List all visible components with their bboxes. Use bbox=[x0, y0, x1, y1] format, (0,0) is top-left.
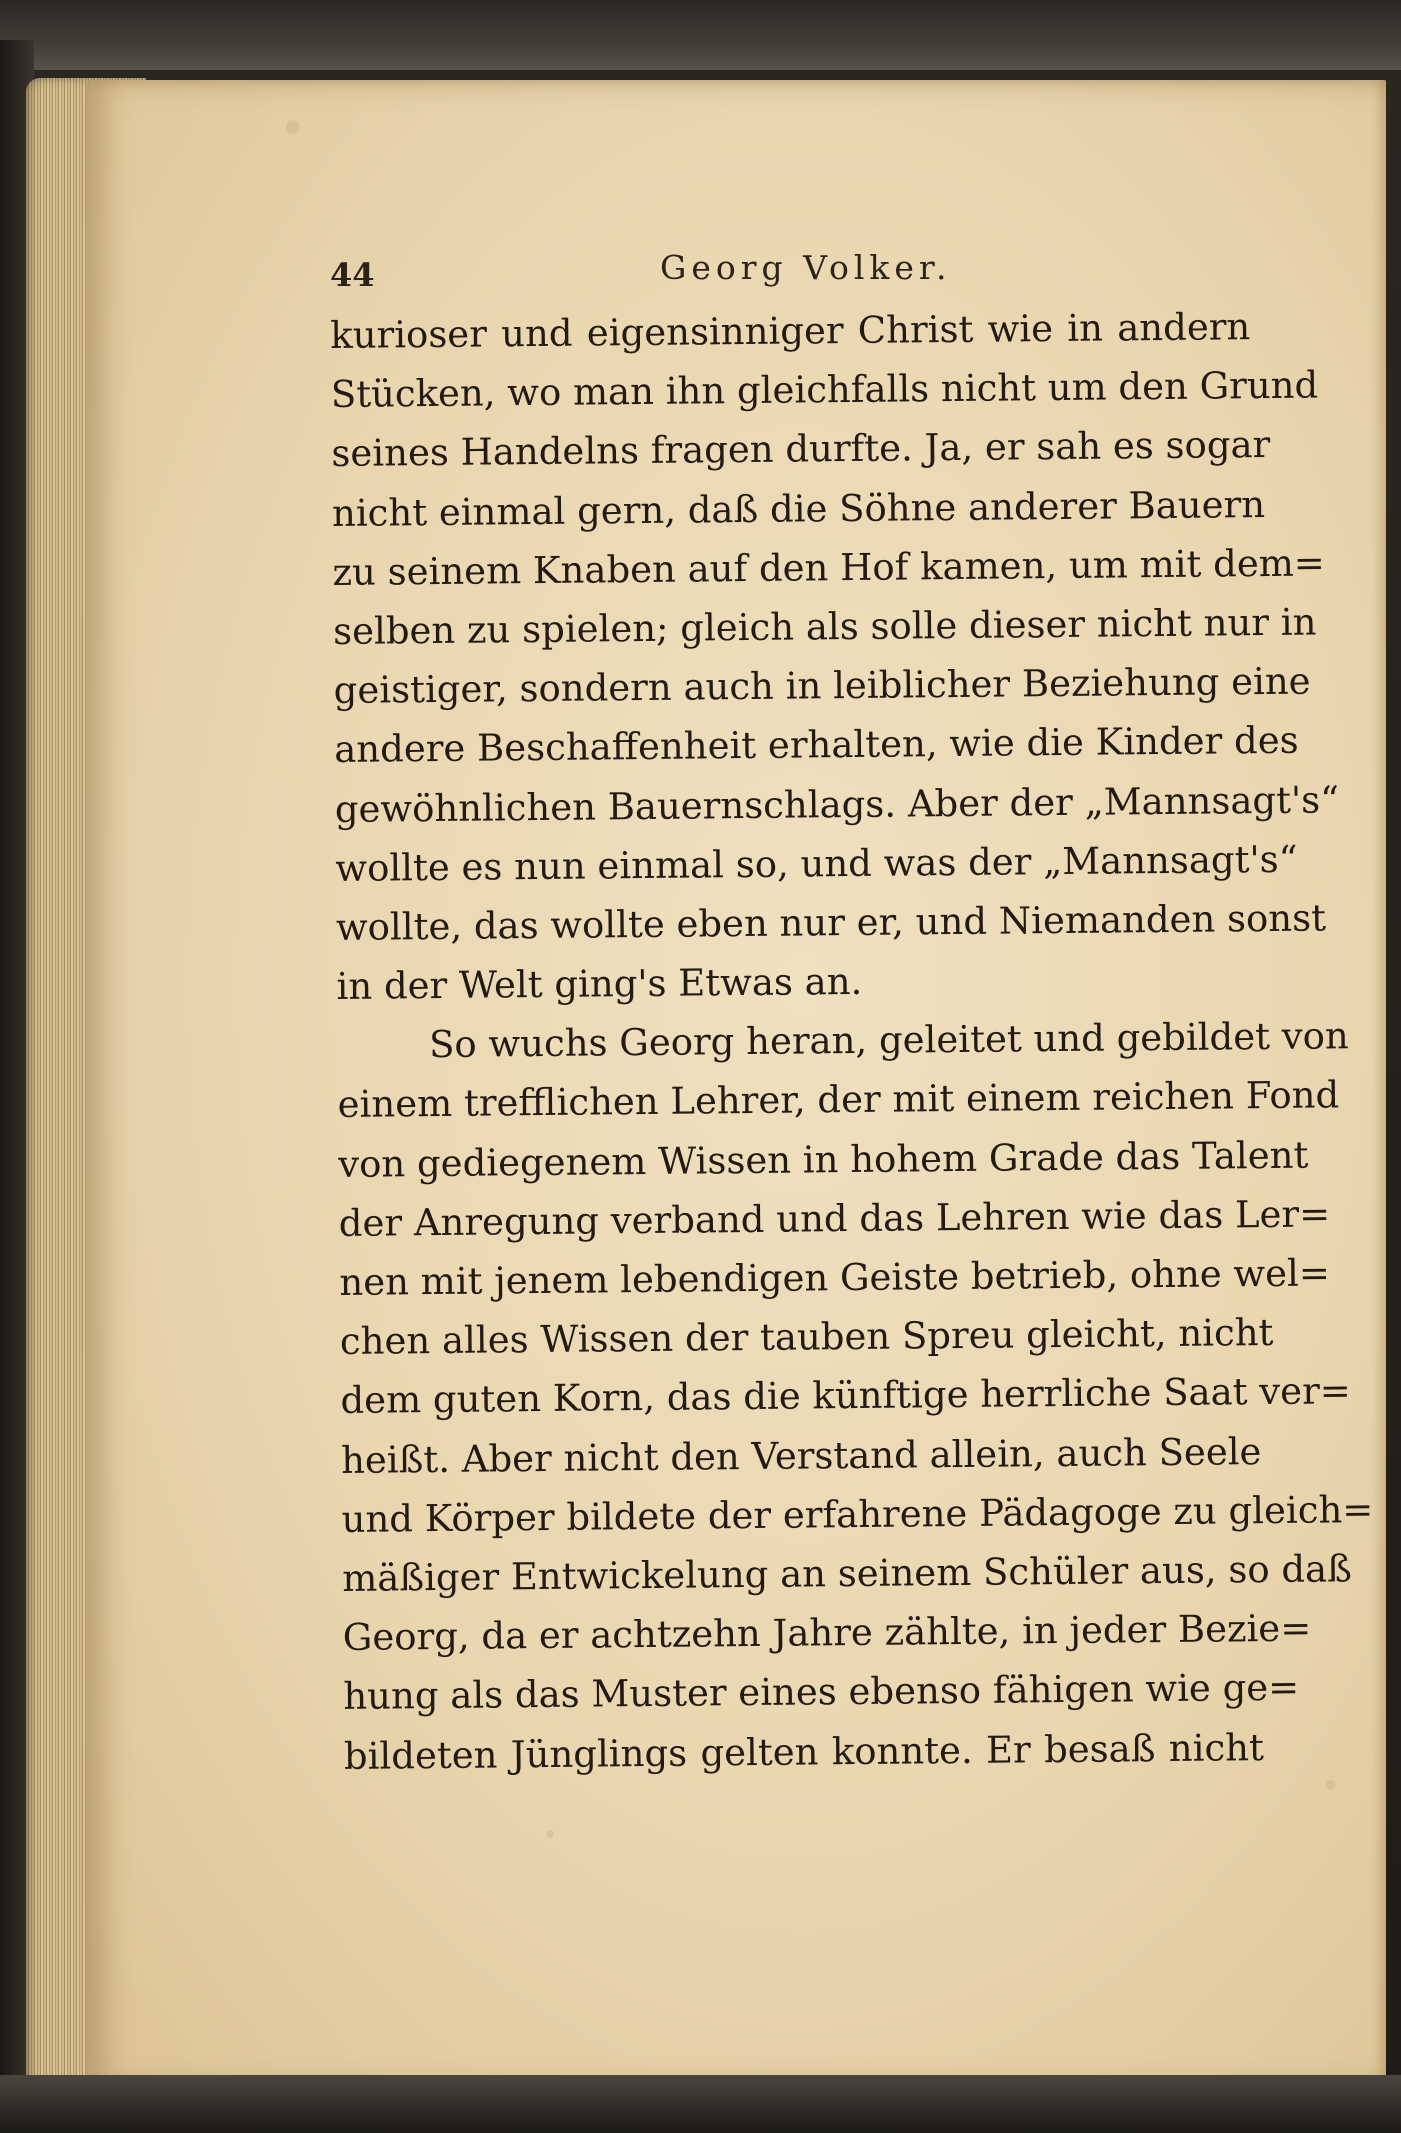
running-title: Georg Volker. bbox=[660, 248, 952, 287]
paper-stain bbox=[286, 120, 300, 134]
text-line: selben zu spielen; gleich als solle dieser nicht nur in bbox=[332, 600, 1317, 653]
text-line: nen mit jenem lebendigen Geiste betrieb, ohne wel= bbox=[339, 1251, 1331, 1304]
text-line: seines Handelns fragen durfte. Ja, er sah es sogar bbox=[331, 423, 1271, 476]
text-line: und Körper bildete der erfahrene Pädagoge zu gleich= bbox=[341, 1487, 1374, 1541]
text-line: mäßiger Entwickelung an seinem Schüler aus, so daß bbox=[342, 1547, 1353, 1600]
text-line: Georg, da er achtzehn Jahre zählte, in jeder Bezie= bbox=[342, 1606, 1312, 1660]
body-text bbox=[330, 297, 1374, 1785]
text-line: chen alles Wissen der tauben Spreu gleicht, nicht bbox=[339, 1311, 1274, 1364]
text-line: gewöhnlichen Bauernschlags. Aber der „Mannsagt's“ bbox=[334, 777, 1340, 831]
text-line: Stücken, wo man ihn gleichfalls nicht um den Grund bbox=[330, 363, 1319, 417]
text-line: zu seinem Knaben auf den Hof kamen, um mit dem= bbox=[332, 541, 1326, 594]
running-head bbox=[330, 248, 1270, 300]
text-line: in der Welt ging's Etwas an. bbox=[336, 959, 863, 1009]
text-line: andere Beschaffenheit erhalten, wie die Kinder des bbox=[334, 719, 1299, 772]
text-line: der Anregung verband und das Lehren wie das Ler= bbox=[338, 1192, 1331, 1245]
text-line: heißt. Aber nicht den Verstand allein, auch Seele bbox=[340, 1429, 1262, 1482]
text-line: kurioser und eigensinniger Christ wie in andern bbox=[330, 305, 1251, 357]
text-line: geistiger, sondern auch in leiblicher Beziehung eine bbox=[333, 659, 1311, 713]
text-line: bildeten Jünglings gelten konnte. Er besaß nicht bbox=[343, 1725, 1265, 1778]
text-line: hung als das Muster eines ebenso fähigen wie ge= bbox=[343, 1666, 1300, 1719]
paper-stain bbox=[546, 1830, 554, 1838]
text-line: dem guten Korn, das die künftige herrliche Saat ver= bbox=[340, 1369, 1351, 1423]
page-number: 44 bbox=[330, 256, 375, 294]
book-cover-bottom-edge bbox=[0, 2075, 1401, 2133]
paper-stain bbox=[1326, 1780, 1336, 1790]
text-line: wollte es nun einmal so, und was der „Mannsagt's“ bbox=[335, 837, 1298, 890]
text-line: nicht einmal gern, daß die Söhne anderer Bauern bbox=[331, 482, 1266, 535]
text-line: von gediegenem Wissen in hohem Grade das Talent bbox=[338, 1133, 1309, 1186]
book-cover-top-edge bbox=[0, 0, 1401, 70]
text-line: wollte, das wollte eben nur er, und Niemanden sonst bbox=[335, 896, 1327, 949]
text-line: So wuchs Georg heran, geleitet und gebildet von bbox=[428, 1014, 1349, 1067]
text-line: einem trefflichen Lehrer, der mit einem reichen Fond bbox=[337, 1073, 1340, 1127]
